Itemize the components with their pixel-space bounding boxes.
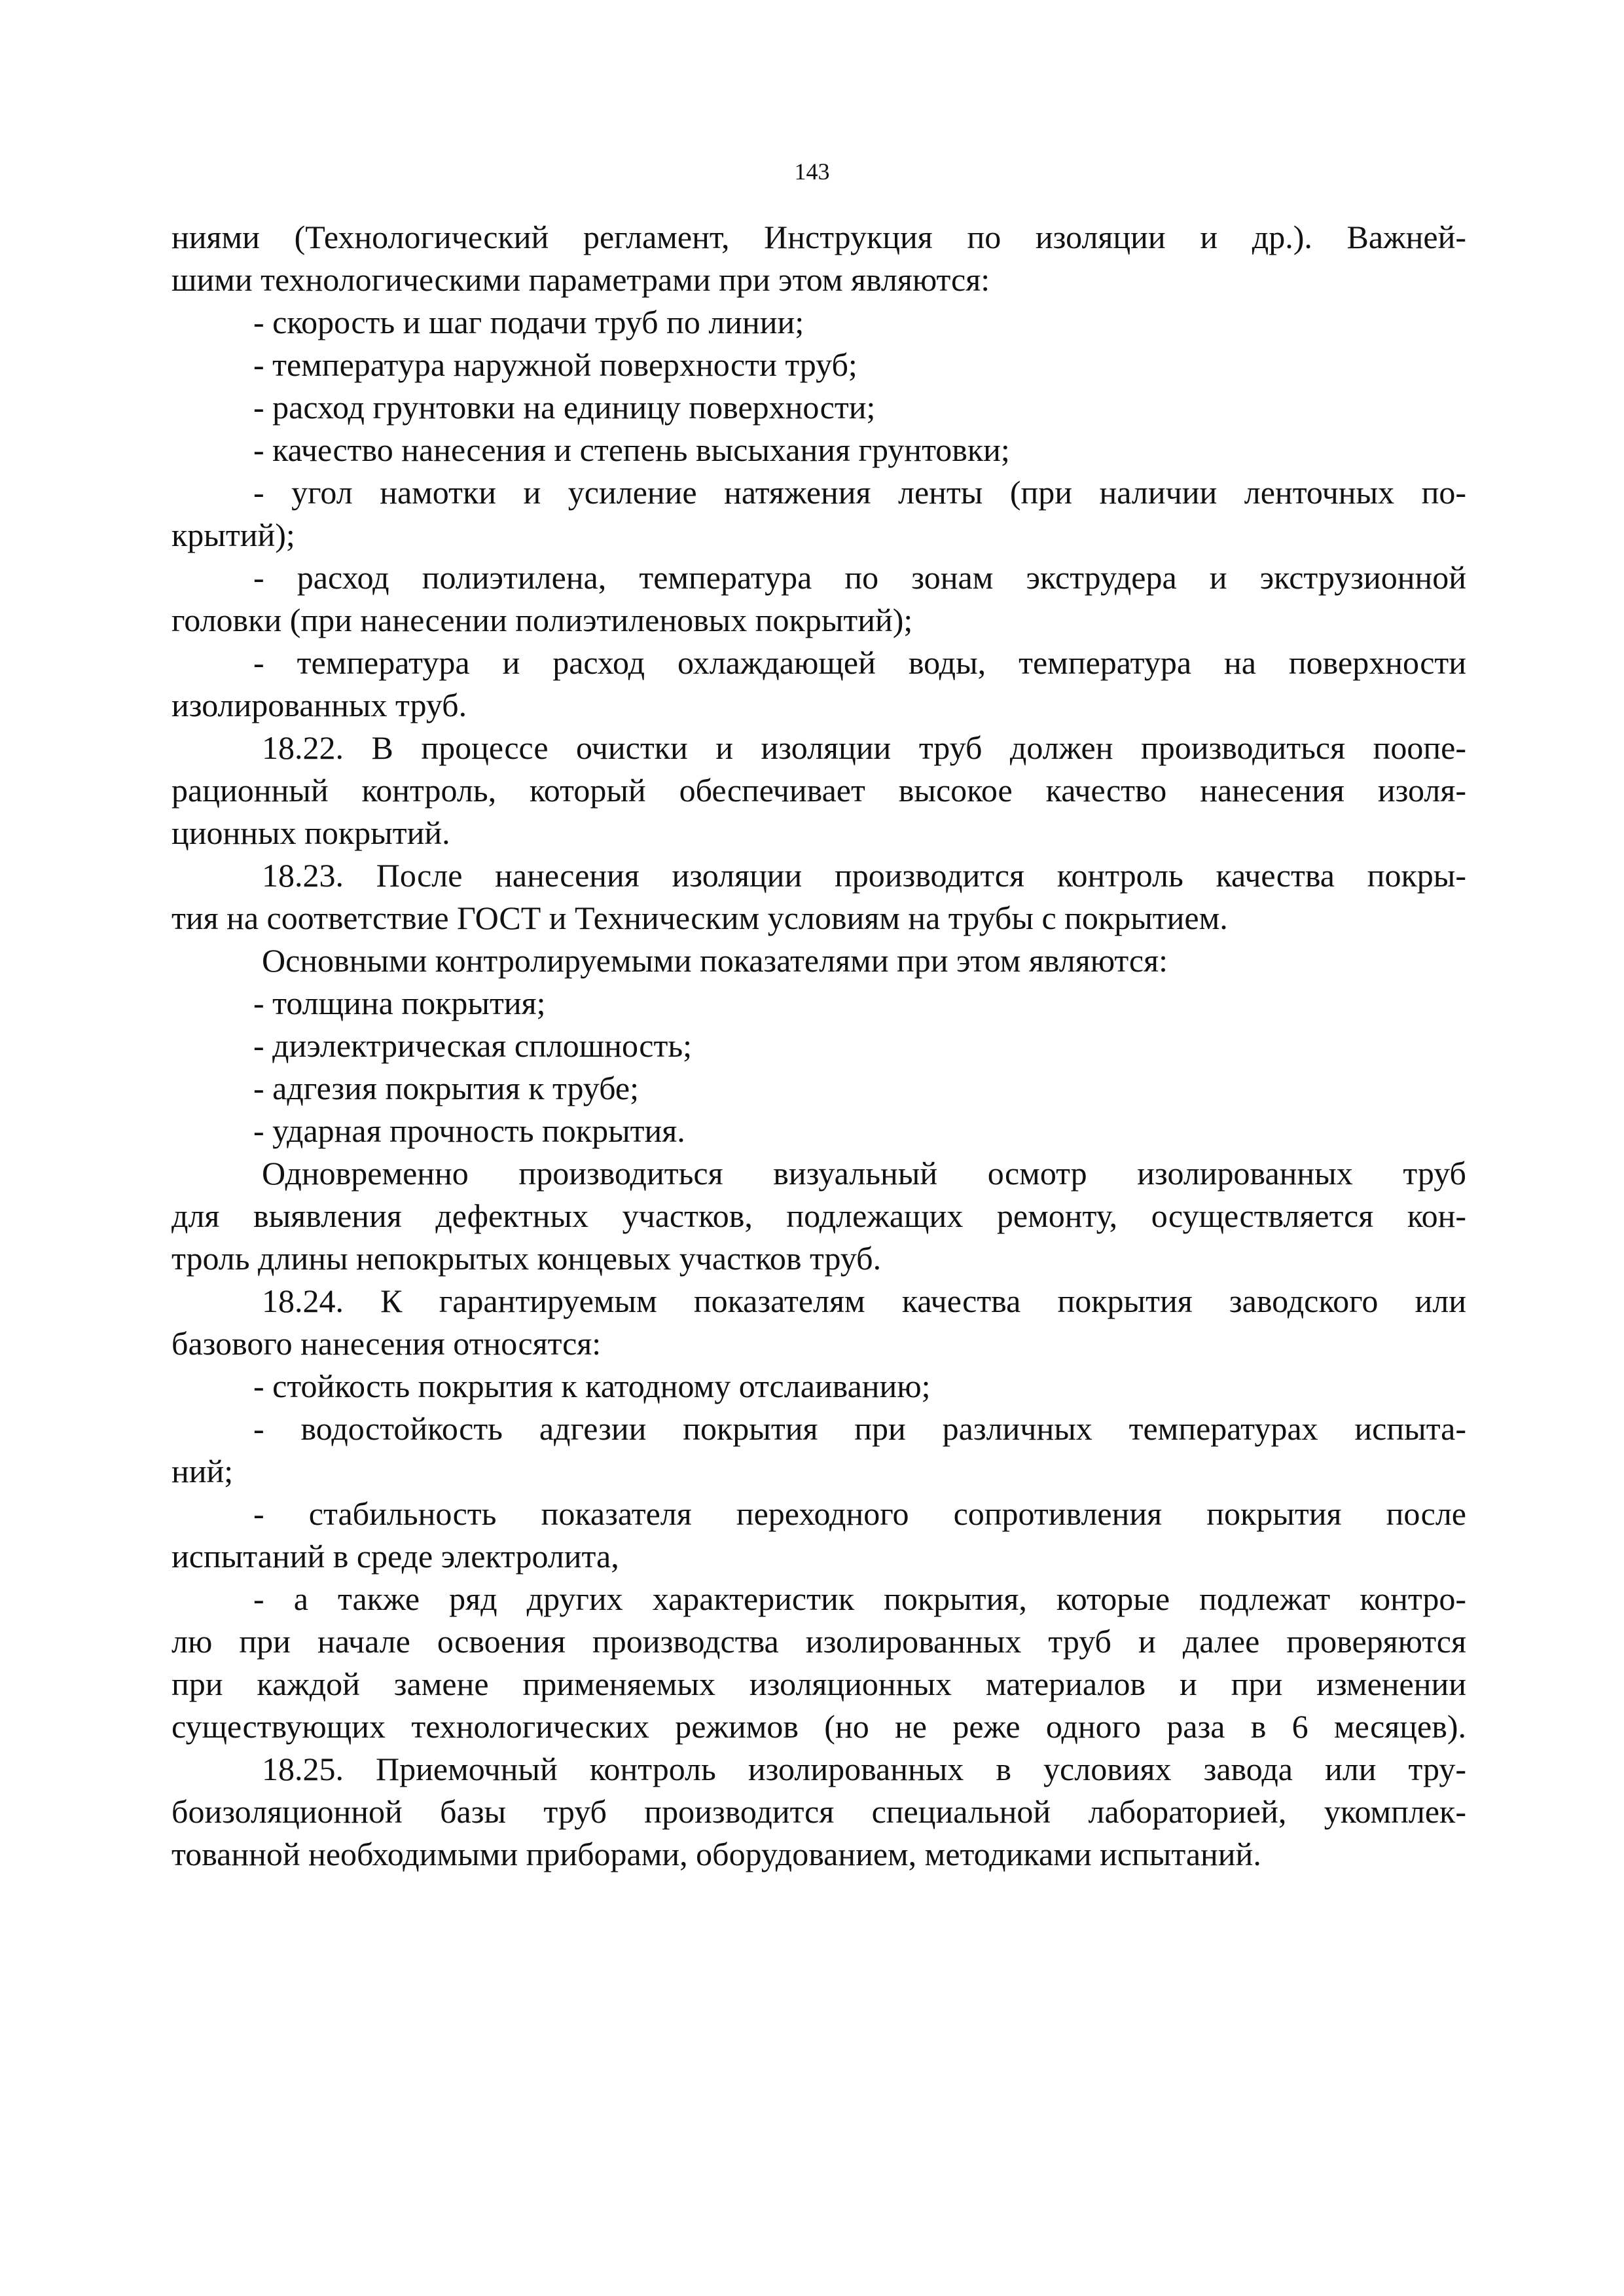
text-line: - диэлектрическая сплошность; [253,1027,693,1064]
text-line: боизоляционной базы труб производится специальной лабораторией, укомплек- [171,1793,1466,1830]
text-line: изолированных труб. [171,687,467,723]
text-line: - расход полиэтилена, температура по зонам экструдера и экструзионной [253,559,1466,596]
text-line: - ударная прочность покрытия. [253,1112,685,1149]
text-line: ний; [171,1453,234,1489]
text-line: 18.25. Приемочный контроль изолированных в условиях завода или тру- [262,1751,1466,1787]
text-line: - температура и расход охлаждающей воды, температура на поверхности [253,644,1466,681]
text-line: Одновременно производиться визуальный осмотр изолированных труб [262,1155,1466,1192]
text-line: - стабильность показателя переходного сопротивления покрытия после [253,1495,1466,1532]
text-line: - скорость и шаг подачи труб по линии; [253,304,804,340]
text-line: - температура наружной поверхности труб; [253,346,857,383]
text-line: - угол намотки и усиление натяжения ленты (при наличии ленточных по- [253,474,1466,511]
text-line: - толщина покрытия; [253,985,546,1021]
text-line: троль длины непокрытых концевых участков труб. [171,1240,882,1277]
text-line: шими технологическими параметрами при этом являются: [171,261,990,298]
text-line: для выявления дефектных участков, подлежащих ремонту, осуществляется кон- [171,1197,1466,1234]
text-line: - адгезия покрытия к трубе; [253,1070,639,1106]
text-line: рационный контроль, который обеспечивает высокое качество нанесения изоля- [171,772,1466,809]
text-line: базового нанесения относятся: [171,1325,602,1362]
text-line: испытаний в среде электролита, [171,1538,619,1575]
page-number: 143 [794,158,830,185]
text-line: - водостойкость адгезии покрытия при различных температурах испыта- [253,1410,1466,1447]
text-line: ниями (Технологический регламент, Инструкция по изоляции и др.). Важней- [171,219,1466,255]
text-line: 18.23. После нанесения изоляции производится контроль качества покры- [262,857,1466,894]
text-line: - качество нанесения и степень высыхания грунтовки; [253,431,1010,468]
text-line: ционных покрытий. [171,814,450,851]
text-line: крытий); [171,517,295,553]
text-line: - стойкость покрытия к катодному отслаиванию; [253,1368,931,1404]
text-line: Основными контролируемыми показателями при этом являются: [262,942,1168,979]
text-line: - расход грунтовки на единицу поверхности; [253,389,876,426]
text-line: 18.22. В процессе очистки и изоляции труб должен производиться поопе- [262,729,1466,766]
text-line: лю при начале освоения производства изолированных труб и далее проверяются [171,1623,1466,1660]
text-line: - а также ряд других характеристик покрытия, которые подлежат контро- [253,1580,1466,1617]
text-line: существующих технологических режимов (но не реже одного раза в 6 месяцев). [171,1708,1466,1745]
body-text [171,216,1466,1876]
text-line: при каждой замене применяемых изоляционных материалов и при изменении [171,1666,1466,1702]
text-line: головки (при нанесении полиэтиленовых покрытий); [171,602,913,638]
text-line: тия на соответствие ГОСТ и Техническим условиям на трубы с покрытием. [171,900,1228,936]
text-line: тованной необходимыми приборами, оборудованием, методиками испытаний. [171,1836,1261,1872]
text-line: 18.24. К гарантируемым показателям качества покрытия заводского или [262,1283,1466,1319]
